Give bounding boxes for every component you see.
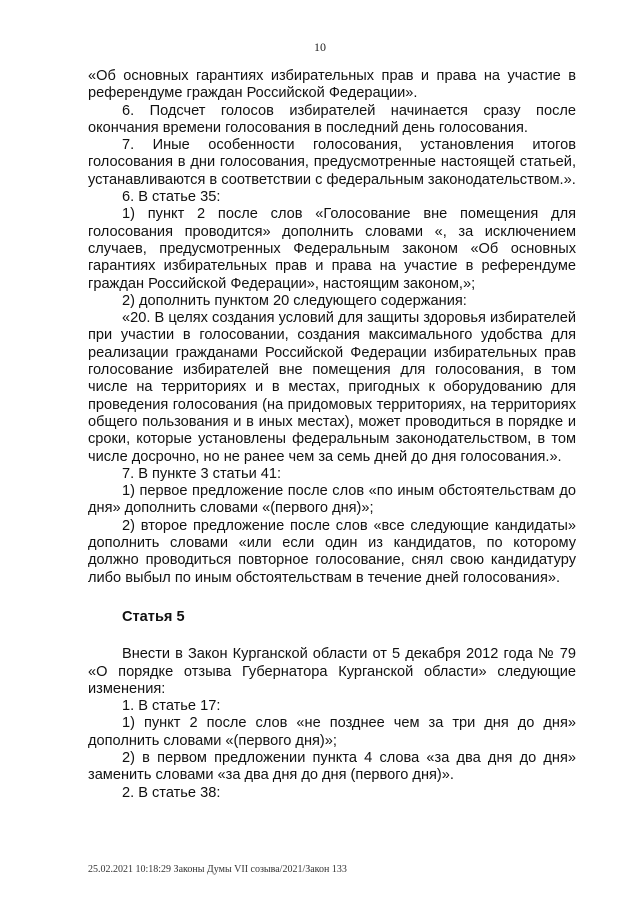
- paragraph: 2) в первом предложении пункта 4 слова «за два дня до дня» заменить словами «за два дня до дня (первого дня)».: [88, 749, 576, 784]
- page-number: 10: [314, 40, 326, 54]
- paragraph: 2) дополнить пунктом 20 следующего содержания:: [122, 292, 467, 309]
- paragraph: 7. Иные особенности голосования, установления итогов голосования в дни голосования, предусмотренные настоящей статьей, устанавливаются в соответствии с федеральным законодательством.».: [88, 137, 576, 188]
- paragraph: 1. В статье 17:: [122, 698, 221, 715]
- paragraph: 1) первое предложение после слов «по иным обстоятельствам до дня» дополнить словами «(первого дня)»;: [88, 483, 576, 517]
- article-heading: Статья 5: [122, 608, 185, 625]
- paragraph: 6. Подсчет голосов избирателей начинается сразу после окончания времени голосования в последний день голосования.: [88, 102, 576, 136]
- paragraph: 7. В пункте 3 статьи 41:: [122, 465, 282, 482]
- document-footer: 25.02.2021 10:18:29 Законы Думы VII созыва/2021/Закон 133: [88, 864, 347, 875]
- paragraph: «Об основных гарантиях избирательных прав и права на участие в референдуме граждан Российской Федерации».: [88, 68, 576, 102]
- paragraph: 1) пункт 2 после слов «Голосование вне помещения для голосования проводится» дополнить словами «, за исключением случаев, предусмотренных Федеральным законом «Об основных гарантиях избирательных прав и права на участие в референдуме граждан Российской Федерации», настоящим законом,»;: [88, 206, 576, 292]
- paragraph: 2) второе предложение после слов «все следующие кандидаты» дополнить словами «или если один из кандидатов, по которому должно проводиться повторное голосование, снял свою кандидатуру либо выбыл по иным обстоятельствам в течение дней голосования».: [88, 517, 576, 586]
- paragraph: 6. В статье 35:: [122, 189, 221, 206]
- paragraph: 1) пункт 2 после слов «не позднее чем за три дня до дня» дополнить словами «(первого дня)»;: [88, 715, 576, 749]
- paragraph: 2. В статье 38:: [122, 784, 221, 801]
- paragraph: «20. В целях создания условий для защиты здоровья избирателей при участии в голосовании, создания максимального удобства для реализации гражданами Российской Федерации избирательных прав голосование избирателей вне помещения для голосования, в том числе на территориях и в местах, пригодных к оборудованию для проведения голосования (на придомовых территориях, на территориях общего пользования и в иных местах), может проводиться в порядке и сроки, которые установлены федеральным законодательством, в том числе досрочно, но не ранее чем за семь дней до дня голосования.».: [88, 310, 576, 465]
- paragraph: Внести в Закон Курганской области от 5 декабря 2012 года № 79 «О порядке отзыва Губернатора Курганской области» следующие изменения:: [88, 646, 576, 697]
- document-body: [88, 68, 576, 802]
